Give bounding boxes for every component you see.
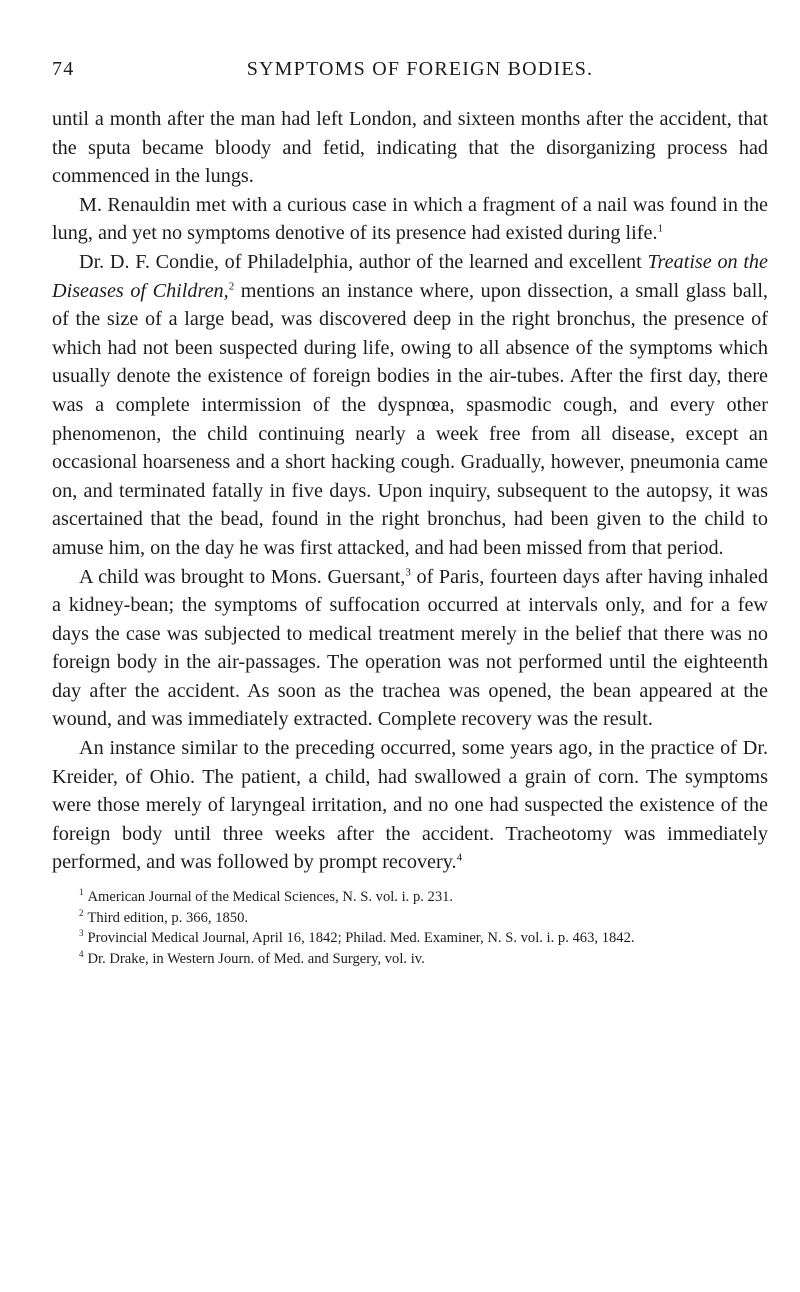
book-title: Treatise on the Diseases of Children,	[52, 250, 768, 302]
footnote-ref-1: 1	[657, 222, 663, 235]
footnote-mark: 2	[79, 907, 84, 918]
paragraph-condie	[52, 248, 768, 563]
footnote-text: Third edition, p. 366, 1850.	[87, 909, 249, 926]
footnote-text: Dr. Drake, in Western Journ. of Med. and Surgery, vol. iv.	[87, 950, 425, 967]
footnote-text: American Journal of the Medical Sciences, N. S. vol. i. p. 231.	[87, 889, 454, 906]
footnote-2	[52, 908, 768, 929]
book-page	[52, 58, 768, 969]
running-head: SYMPTOMS OF FOREIGN BODIES.	[246, 58, 594, 80]
paragraph-text: Dr. D. F. Condie, of Philadelphia, author of the learned and excellent	[79, 250, 648, 273]
paragraph-guersant	[52, 563, 768, 735]
footnote-mark: 3	[79, 928, 84, 939]
page-header	[52, 58, 768, 92]
paragraph-kreider	[52, 734, 768, 877]
footnote-ref-3: 3	[405, 565, 411, 578]
footnote-text: Provincial Medical Journal, April 16, 1842; Philad. Med. Examiner, N. S. vol. i. p. 463, 1842.	[87, 930, 635, 947]
paragraph-continuation	[52, 105, 768, 191]
page-number: 74	[52, 58, 75, 80]
paragraph-text: of Paris, fourteen days after having inhaled a kidney-bean; the symptoms of suffocation occurred at intervals only, and for a few days the case was subjected to medical treatment merely in the belief that there was no foreign body in the air-passages. The operation was not performed until the eighteenth day after the accident. As soon as the trachea was opened, the bean appeared at the wound, and was immediately extracted. Complete recovery was the result.	[52, 565, 768, 731]
paragraph-text: until a month after the man had left London, and sixteen months after the accident, that the sputa became bloody and fetid, indicating that the disorganizing process had commenced in the lungs.	[52, 108, 768, 188]
body-text	[52, 105, 768, 877]
paragraph-text: An instance similar to the preceding occurred, some years ago, in the practice of Dr. Kreider, of Ohio. The patient, a child, had swallowed a grain of corn. The symptoms were those merely of laryngeal irritation, and no one had suspected the existence of the foreign body until three weeks after the accident. Tracheotomy was immediately performed, and was followed by prompt recovery.	[52, 737, 768, 874]
footnote-4	[52, 949, 768, 970]
footnote-1	[52, 887, 768, 908]
footnote-ref-2: 2	[228, 279, 235, 292]
footnote-3	[52, 928, 768, 949]
paragraph-text: A child was brought to Mons. Guersant,	[79, 565, 406, 588]
paragraph-renauldin	[52, 191, 768, 248]
footnote-mark: 1	[79, 887, 84, 898]
paragraph-text: mentions an instance where, upon dissection, a small glass ball, of the size of a large bead, was discovered deep in the right bronchus, the presence of which had not been suspected during life, owing to all absence of the symptoms which usually denote the existence of foreign bodies in the air-tubes. After the first day, there was a complete intermission of the dyspnœa, spasmodic cough, and every other phenomenon, the child continuing nearly a week free from all disease, except an occasional hoarseness and a short hacking cough. Gradually, however, pneumonia came on, and terminated fatally in five days. Upon inquiry, subsequent to the autopsy, it was ascertained that the bead, found in the right bronchus, had been given to the child to amuse him, on the day he was first attacked, and had been missed from that period.	[52, 279, 768, 559]
paragraph-text: M. Renauldin met with a curious case in which a fragment of a nail was found in the lung, and yet no symptoms denotive of its presence had existed during life.	[52, 193, 768, 245]
footnotes	[52, 887, 768, 969]
footnote-mark: 4	[79, 948, 84, 959]
footnote-ref-4: 4	[456, 851, 463, 864]
